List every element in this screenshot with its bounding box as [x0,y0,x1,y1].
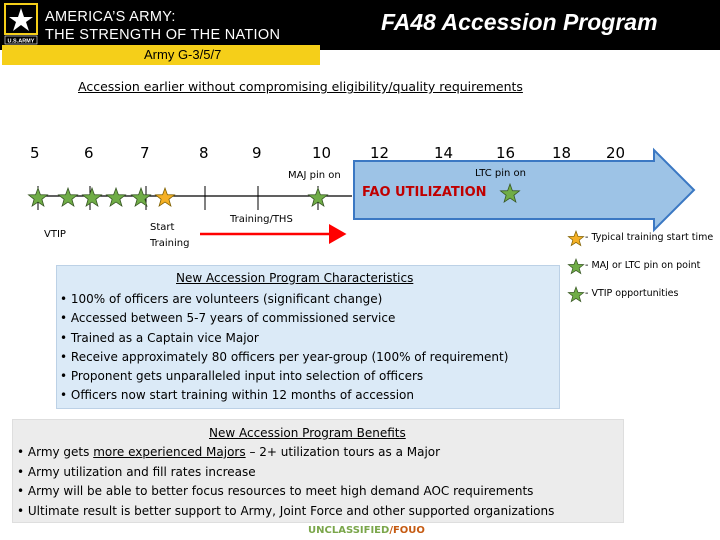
legend-pin-on: - MAJ or LTC pin on point [585,260,701,271]
year-label: 7 [140,144,150,162]
subtitle: Accession earlier without compromising eligibility/quality requirements [78,79,523,94]
year-label: 14 [434,144,454,162]
year-label: 9 [252,144,262,162]
logo-text: U.S.ARMY [7,38,35,45]
list-item: • Accessed between 5-7 years of commissioned service [60,311,396,326]
start-training-label-2: Training [150,238,190,249]
classification-unclassified: UNCLASSIFIED [308,525,390,536]
list-item [17,443,554,463]
benefit-1-prefix: • Army gets [17,445,94,459]
list-item: • Army utilization and fill rates increase [17,464,256,479]
characteristics-title: New Accession Program Characteristics [176,271,414,285]
brand-line-1: AMERICA’S ARMY: [45,9,176,25]
year-label: 18 [552,144,572,162]
list-item: • Proponent gets unparalleled input into selection of officers [60,369,424,384]
maj-pin-label: MAJ pin on [288,170,341,181]
year-label: 10 [312,144,332,162]
year-label: 6 [84,144,94,162]
training-ths-label: Training/THS [230,214,293,225]
brand-line-2: THE STRENGTH OF THE NATION [45,27,281,43]
classification-fouo: FOUO [392,525,425,536]
legend-orange-star-icon [568,231,583,246]
legend-vtip: - VTIP opportunities [585,288,679,299]
list-item: • Army will be able to better focus resources to meet high demand AOC requirements [17,484,534,498]
vtip-star-icon [59,188,78,206]
timeline-ticks [38,186,318,210]
characteristics-list [60,290,508,406]
ltc-pin-label: LTC pin on [475,168,526,179]
start-training-label-1: Start [150,222,175,233]
classification-footer [308,525,425,536]
fao-utilization-label: FAO UTILIZATION [362,185,487,200]
legend-green-star-icon [568,287,583,302]
benefit-1-emphasis: more experienced Majors [93,445,246,459]
training-start-star-icon [156,188,175,206]
year-label: 8 [199,144,209,162]
benefits-list [17,443,554,521]
vtip-star-icon [83,188,102,206]
year-label: 5 [30,144,40,162]
page-title: FA48 Accession Program [381,9,658,35]
year-label: 16 [496,144,516,162]
vtip-star-icon [132,188,151,206]
list-item: • Receive approximately 80 officers per year-group (100% of requirement) [60,349,509,364]
list-item: • Ultimate result is better support to Army, Joint Force and other supported organizations [17,503,555,518]
list-item: • Officers now start training within 12 months of accession [60,388,414,403]
list-item: • Trained as a Captain vice Major [60,330,259,345]
list-item: • 100% of officers are volunteers (significant change) [60,292,383,306]
year-label: 20 [606,144,626,162]
benefits-title: New Accession Program Benefits [209,426,406,440]
vtip-label: VTIP [44,229,66,240]
year-label: 12 [370,144,390,162]
benefit-1-suffix: – 2+ utilization tours as a Major [245,445,441,459]
vtip-star-icon [107,188,126,206]
legend-typical-start: - Typical training start time [585,232,714,243]
legend-green-star-icon [568,259,583,274]
org-label: Army G-3/5/7 [144,47,222,62]
classification-separator: / [389,525,393,536]
